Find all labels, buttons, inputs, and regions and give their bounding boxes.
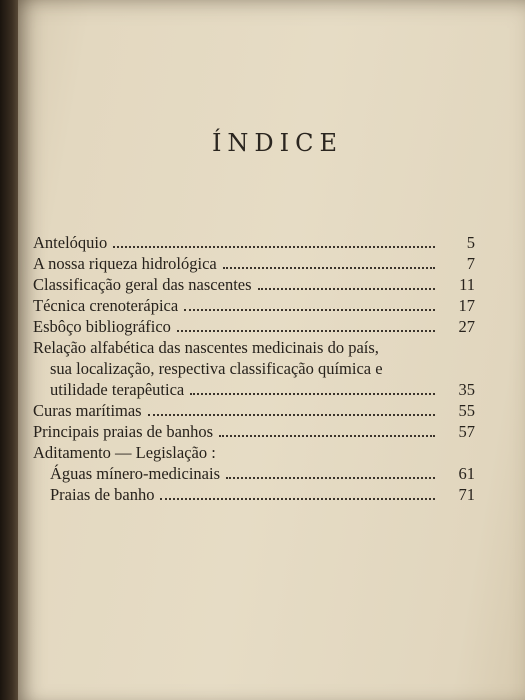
toc-entry [33,464,475,485]
dot-leader [184,308,435,311]
toc-entry [33,485,475,506]
toc-entry-label: Águas mínero-medicinais [50,464,220,483]
toc-entry [33,422,475,443]
toc-entry-label: Praias de banho [50,485,155,504]
page-title: ÍNDICE [211,129,344,157]
toc-section-heading [33,443,475,464]
toc-entry [33,380,475,401]
toc-entry-label: Aditamento — Legislação : [33,443,216,462]
toc-page-number: 55 [458,401,475,420]
dot-leader [190,392,435,395]
toc-entry-line [33,338,475,359]
dot-leader [226,476,435,479]
toc-page-number: 57 [458,422,475,441]
toc-entry-label: Relação alfabética das nascentes medicinais do país, [33,338,379,357]
toc-page-number: 11 [459,275,475,294]
toc-page-number: 5 [466,233,475,252]
toc-entry-label: A nossa riqueza hidrológica [33,254,217,273]
dot-leader [223,266,435,269]
toc-entry-label: Classificação geral das nascentes [33,275,252,294]
toc-page-number: 61 [458,464,475,483]
toc-entry [33,233,475,254]
toc-page-number: 7 [466,254,475,273]
toc-entry [33,275,475,296]
toc-page-number: 71 [458,485,475,504]
toc-entry-label: Principais praias de banhos [33,422,214,441]
toc-page-number: 17 [458,296,475,315]
toc-page-number: 35 [458,380,475,399]
toc-entry [33,254,475,275]
dot-leader [177,329,435,332]
dot-leader [160,497,435,500]
toc-entry-label-continued: sua localização, respectiva classificação química e [50,359,383,378]
toc-page-number: 27 [458,317,475,336]
toc-entry [33,401,475,422]
toc-entry [33,296,475,317]
dot-leader [148,413,435,416]
toc-entry-label: Técnica crenoterápica [33,296,179,315]
dot-leader [258,287,435,290]
toc-entry-label-continued: utilidade terapêutica [50,380,185,399]
dot-leader [219,434,435,437]
toc-entry-line [33,359,475,380]
toc-entry-label: Antelóquio [33,233,108,252]
toc-entry-label: Esbôço bibliográfico [33,317,171,336]
toc-entry [33,317,475,338]
table-of-contents [33,233,475,506]
toc-entry-label: Curas marítimas [33,401,142,420]
dot-leader [113,245,435,248]
